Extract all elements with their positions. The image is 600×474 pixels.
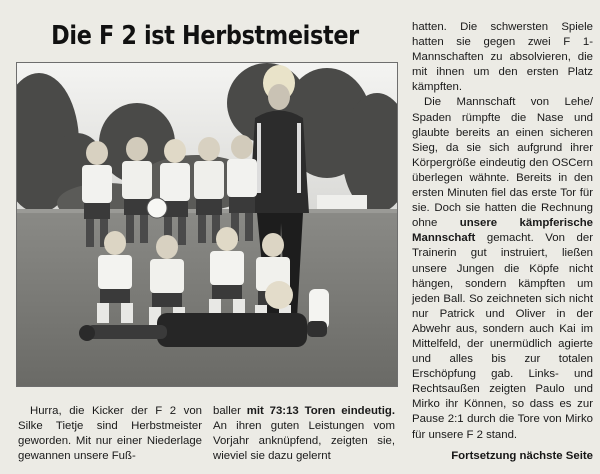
continuation-note: Fortsetzung nächste Seite: [451, 450, 593, 462]
article-column-bottom-middle: [213, 404, 395, 464]
article-headline: Die F 2 ist Herbstmeister: [51, 21, 359, 51]
paragraph-2-text-a: Die Mannschaft von Lehe/ Spaden rümpfte die Nase und glaubte bereits an einen sicheren Sieg, da sie sich aufgrund ihrer Körpergröße eindeutig den OSCern überlegen wähnte. Bereits in den ersten Minuten fiel das erste Tor für sie. Doch sie hatten die Rechnung ohne: [412, 96, 593, 230]
article-column-right: [412, 20, 593, 443]
result-text-b: An ihren guten Leistungen vom Vorjahr anknüpfend, zeigten sie, wieviel sie dazu gelernt: [213, 420, 395, 463]
paragraph-1: hatten. Die schwersten Spiele hatten sie gegen zwei F 1-Mannschaften zu absolvieren, die mit ihnen um den ersten Platz kämpften.: [412, 21, 593, 94]
result-bold: mit 73:13 Toren eindeutig.: [246, 405, 396, 417]
paragraph-2: [412, 95, 593, 442]
paragraph-2-bold: unsere kämpferische Mannschaft: [412, 217, 593, 245]
result-paragraph: [213, 404, 395, 464]
paragraph-2-text-b: gemacht. Von der Trainerin gut instruiert, ließen unsere Jungen die Köpfe nicht hängen, sondern kämpften um jeden Ball. So zeichneten sich nicht nur Patrick und Oliver in der Abwehr aus, sondern auch Kai im Mittelfeld, der unermüdlich agierte und alles bis zur totalen Erschöpfung gab. Links- und Rechtsaußen zeigten Paulo und Mirko ihr Können, so dass es zur Pause 2:1 durch die Tore von Mirko für unsere F 2 stand.: [412, 232, 593, 441]
result-text-a: baller: [213, 405, 247, 417]
intro-paragraph: Hurra, die Kicker der F 2 von Silke Tietje sind Herbstmeister geworden. Mit nur einer Niederlage gewannen unsere Fuß-: [18, 405, 202, 463]
team-photo-illustration: [17, 63, 397, 386]
article-column-bottom-left: [18, 404, 202, 464]
team-photo: [16, 62, 398, 387]
